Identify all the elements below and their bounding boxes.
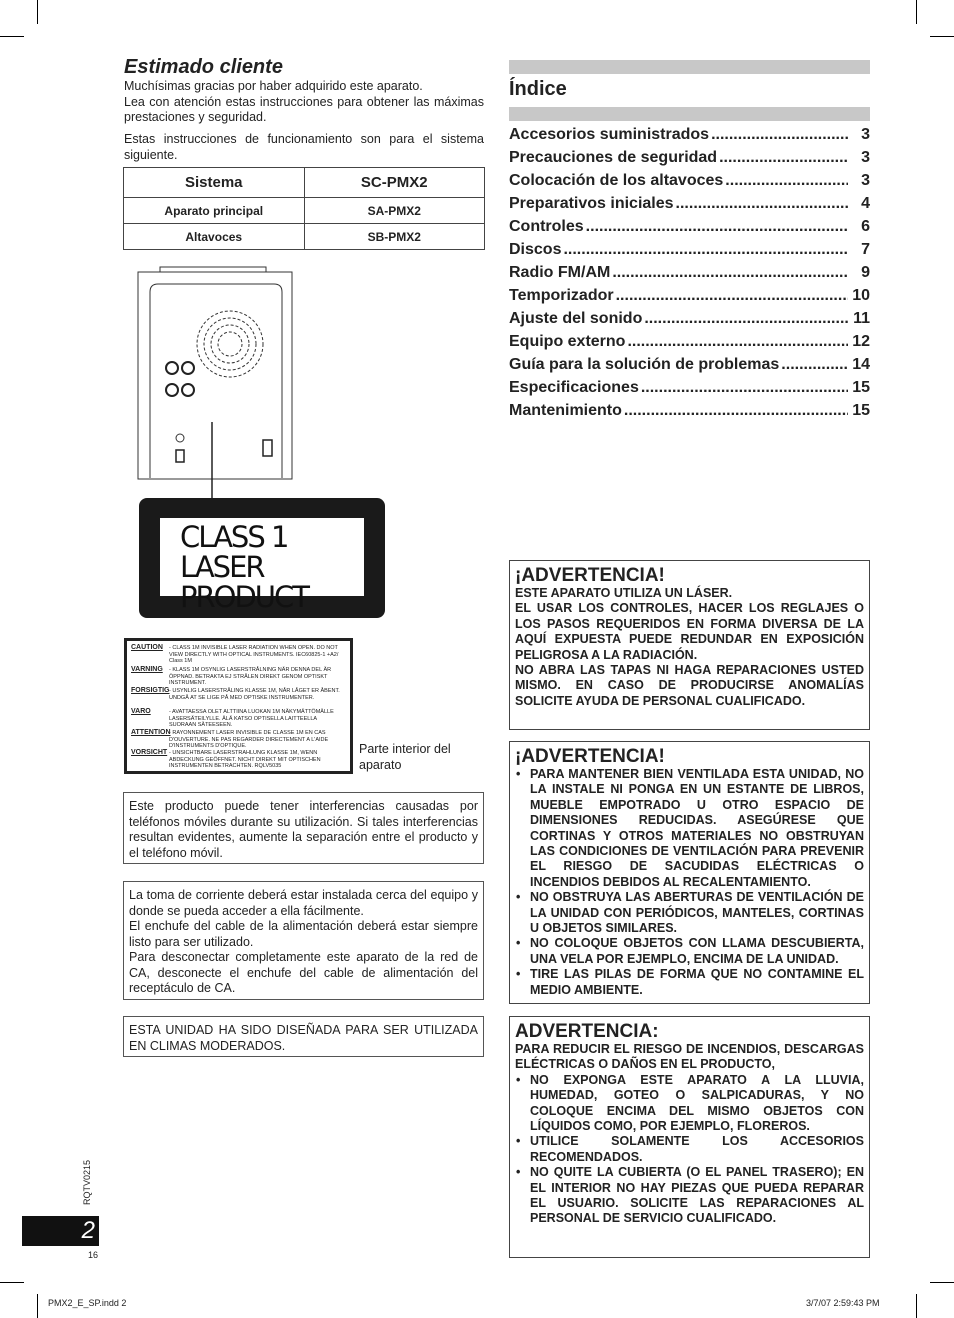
- toc-item-label: Mantenimiento: [509, 402, 622, 419]
- caution-line: [131, 667, 346, 687]
- warning-title: ADVERTENCIA:: [515, 1021, 659, 1042]
- toc-item-label: Temporizador: [509, 287, 614, 304]
- toc-item-page: 9: [861, 264, 870, 281]
- caution-text: - KLASS 1M OSYNLIG LASERSTRÅLNING NÄR DENNA DEL ÄR ÖPPNAD. BETRAKTA EJ STRÅLEN DIREKT GENOM OPTISKT INSTRUMENT.: [169, 667, 332, 686]
- toc-item-label: Equipo externo: [509, 333, 626, 350]
- warning-item: • NO COLOQUE OBJETOS CON LLAMA DESCUBIERTA, UNA VELA POR EJEMPLO, ENCIMA DE LA UNIDAD.: [515, 936, 864, 967]
- warning-item: • UTILICE SOLAMENTE LOS ACCESORIOS RECOMENDADOS.: [515, 1134, 864, 1165]
- footer-filename: PMX2_E_SP.indd 2: [48, 1298, 127, 1308]
- warning-text: ESTE APARATO UTILIZA UN LÁSER.: [515, 586, 733, 600]
- index-bar-top: [509, 60, 870, 74]
- toc-item: [509, 376, 870, 399]
- crop-mark: [916, 1294, 917, 1318]
- toc-leader-dots: [711, 123, 848, 146]
- laser-warning-box: [509, 560, 870, 730]
- laser-label-line2: LASER PRODUCT: [180, 550, 308, 614]
- toc-item-label: Radio FM/AM: [509, 264, 611, 281]
- crop-mark: [930, 1282, 954, 1283]
- warning-title: ¡ADVERTENCIA!: [515, 746, 665, 767]
- toc-item: [509, 123, 870, 146]
- crop-mark: [37, 1294, 38, 1318]
- toc-item-page: 11: [853, 310, 870, 327]
- toc-item-label: Precauciones de seguridad: [509, 149, 718, 166]
- laser-label-line1: CLASS 1: [180, 520, 288, 554]
- toc-item-page: 12: [852, 333, 870, 350]
- crop-mark: [916, 0, 917, 24]
- toc-item: [509, 330, 870, 353]
- toc-item: [509, 146, 870, 169]
- warning-text: NO ABRA LAS TAPAS NI HAGA REPARACIONES USTED MISMO. EN CASO DE PRODUCIRSE ANOMALÍAS SOLICITE AYUDA DE PERSONAL CUALIFICADO.: [515, 663, 864, 708]
- intro-system-paragraph: Estas instrucciones de funcionamiento son para el sistema siguiente.: [124, 132, 484, 162]
- toc-leader-dots: [624, 399, 848, 422]
- caution-text: - RAYONNEMENT LASER INVISIBLE DE CLASSE 1M EN CAS D'OUVERTURE. NE PAS REGARDER DIRECTEMENT A L'AIDE D'INSTRUMENTS D'OPTIQUE.: [169, 730, 329, 749]
- caution-caption: Parte interior del aparato: [359, 742, 451, 772]
- climate-box: ESTA UNIDAD HA SIDO DISEÑADA PARA SER UTILIZADA EN CLIMAS MODERADOS.: [123, 1016, 484, 1057]
- toc-item: [509, 261, 870, 284]
- toc-leader-dots: [586, 215, 848, 238]
- toc-item-page: 14: [852, 356, 870, 373]
- table-of-contents: [509, 123, 870, 422]
- toc-item-label: Guía para la solución de problemas: [509, 356, 780, 373]
- table-header-cell: SC-PMX2: [304, 168, 485, 198]
- intro-paragraph: Muchísimas gracias por haber adquirido este aparato. Lea con atención estas instrucciones para obtener las máximas prestaciones y seguridad.: [124, 79, 484, 124]
- toc-leader-dots: [725, 169, 848, 192]
- toc-item-page: 4: [861, 195, 870, 212]
- table-cell: Altavoces: [124, 224, 305, 250]
- class1-laser-label: [139, 498, 385, 618]
- toc-item: [509, 399, 870, 422]
- toc-item-page: 3: [861, 149, 870, 166]
- toc-item-label: Especificaciones: [509, 379, 639, 396]
- toc-leader-dots: [719, 146, 848, 169]
- page-number-tab: 2: [22, 1216, 99, 1246]
- toc-item-page: 6: [861, 218, 870, 235]
- toc-item-label: Controles: [509, 218, 584, 235]
- toc-item: [509, 284, 870, 307]
- caution-tag: FORSIGTIG: [131, 687, 170, 694]
- toc-item-page: 7: [861, 241, 870, 258]
- toc-item-page: 15: [852, 379, 870, 396]
- caution-text: - CLASS 1M INVISIBLE LASER RADIATION WHEN OPEN. DO NOT VIEW DIRECTLY WITH OPTICAL INSTRUMENTS. IEC60825-1 +A2/ Class 1M: [169, 645, 339, 664]
- caution-text: - AVATTAESSA OLET ALTTIINA LUOKAN 1M NÄKYMÄTTÖMÄLLE LASERSÄTEILYLLE. ÄLÄ KATSO OPTISELLA LAITTEELLA SUORAAN SÄTEESEEN.: [169, 709, 334, 728]
- device-rear-illustration: [136, 264, 296, 504]
- mobile-interference-box: Este producto puede tener interferencias causadas por teléfonos móviles durante su utilización. Si tales interferencias resultan evidentes, aumente la separación entre el producto y el teléfono móvil.: [123, 792, 484, 864]
- toc-leader-dots: [641, 376, 848, 399]
- system-table: [123, 167, 485, 250]
- toc-leader-dots: [644, 307, 848, 330]
- toc-item: [509, 238, 870, 261]
- table-cell: Aparato principal: [124, 198, 305, 224]
- fire-shock-warning-box: [509, 1016, 870, 1258]
- toc-leader-dots: [627, 330, 848, 353]
- warning-item: • NO EXPONGA ESTE APARATO A LA LLUVIA, HUMEDAD, GOTEO O SALPICADURAS, Y NO COLOQUE ENCIMA DEL MISMO OBJETOS CON LÍQUIDOS COMO, POR EJEMPLO, FLOREROS.: [515, 1073, 864, 1135]
- toc-item-page: 10: [852, 287, 870, 304]
- caution-text: - USYNLIG LASERSTRÅLING KLASSE 1M, NÅR LÅGET ER ÅBENT. UNDGÅ AT SE LIGE PÅ MED OPTISKE INSTRUMENTER.: [169, 688, 340, 701]
- table-header-cell: Sistema: [124, 168, 305, 198]
- warning-item: • NO OBSTRUYA LAS ABERTURAS DE VENTILACIÓN DE LA UNIDAD CON PERIÓDICOS, MANTELES, CORTINAS U OBJETOS SIMILARES.: [515, 890, 864, 936]
- toc-item-label: Colocación de los altavoces: [509, 172, 724, 189]
- warning-text: EL USAR LOS CONTROLES, HACER LOS REGLAJES O LOS PASOS REQUERIDOS EN FORMA DIVERSA DE LA AQUÍ EXPUESTA PUEDE REDUNDAR EN EXPOSICIÓN PELIGROSA A LA RADIACIÓN.: [515, 601, 864, 662]
- caution-tag: VARO: [131, 708, 151, 715]
- power-outlet-box: La toma de corriente deberá estar instalada cerca del equipo y donde se pueda acceder a ella fácilmente. El enchufe del cable de la alimentación deberá estar siempre listo para ser utilizado. Para desconectar completamente este aparato de la red de CA, desconecte el enchufe del cable de alimentación del receptáculo de CA.: [123, 881, 484, 1000]
- warning-item: • NO QUITE LA CUBIERTA (O EL PANEL TRASERO); EN EL INTERIOR NO HAY PIEZAS QUE PUEDA REPARAR EL USUARIO. SOLICITE LAS REPARACIONES AL PERSONAL DE SERVICIO CUALIFICADO.: [515, 1165, 864, 1227]
- crop-mark: [0, 1282, 24, 1283]
- toc-item: [509, 215, 870, 238]
- index-title: Índice: [509, 78, 567, 100]
- caution-label: [124, 638, 353, 774]
- footer-timestamp: 3/7/07 2:59:43 PM: [806, 1298, 880, 1308]
- table-cell: SB-PMX2: [304, 224, 485, 250]
- toc-item-page: 3: [861, 126, 870, 143]
- toc-leader-dots: [612, 261, 848, 284]
- toc-leader-dots: [616, 284, 848, 307]
- caution-tag: CAUTION: [131, 644, 163, 651]
- page-number-small: 16: [88, 1250, 99, 1260]
- toc-item-label: Discos: [509, 241, 562, 258]
- caution-tag: ATTENTION: [131, 729, 171, 736]
- warning-title: ¡ADVERTENCIA!: [515, 565, 665, 586]
- caution-tag: VORSICHT: [131, 749, 168, 756]
- caution-tag: VARNING: [131, 666, 163, 673]
- warning-item: • PARA MANTENER BIEN VENTILADA ESTA UNIDAD, NO LA INSTALE NI PONGA EN UN ESTANTE DE LIBROS, MUEBLE EMPOTRADO U OTRO ESPACIO DE DIMENSIONES REDUCIDAS. ASEGÚRESE QUE CORTINAS Y OTROS MATERIALES NO OBSTRUYAN LAS CONDICIONES DE VENTILACIÓN PARA PREVENIR EL RIESGO DE SACUDIDAS ELÉCTRICAS O INCENDIOS DEBIDOS AL RECALENTAMIENTO.: [515, 767, 864, 890]
- toc-leader-dots: [563, 238, 848, 261]
- crop-mark: [0, 36, 24, 37]
- ventilation-warning-box: [509, 741, 870, 1004]
- caution-line: [131, 645, 346, 665]
- index-bar-bottom: [509, 107, 870, 121]
- toc-item: [509, 169, 870, 192]
- caution-line: [131, 688, 346, 701]
- crop-mark: [37, 0, 38, 24]
- toc-item: [509, 192, 870, 215]
- toc-item-label: Accesorios suministrados: [509, 126, 710, 143]
- toc-item: [509, 307, 870, 330]
- document-code: RQTV0215: [82, 1159, 92, 1205]
- caution-text: - UNSICHTBARE LASERSTRAHLUNG KLASSE 1M, WENN ABDECKUNG GEÖFFNET. NICHT DIREKT MIT OPTISCHEN INSTRUMENTEN BETRACHTEN. RQLV5035: [169, 750, 321, 769]
- warning-item: • TIRE LAS PILAS DE FORMA QUE NO CONTAMINE EL MEDIO AMBIENTE.: [515, 967, 864, 998]
- caution-line: [131, 709, 346, 729]
- toc-item-page: 3: [861, 172, 870, 189]
- toc-item-label: Ajuste del sonido: [509, 310, 643, 327]
- laser-label-panel: [160, 518, 364, 614]
- toc-leader-dots: [781, 353, 848, 376]
- crop-mark: [930, 36, 954, 37]
- table-cell: SA-PMX2: [304, 198, 485, 224]
- toc-item: [509, 353, 870, 376]
- toc-item-page: 15: [852, 402, 870, 419]
- intro-title: Estimado cliente: [124, 56, 283, 78]
- toc-leader-dots: [676, 192, 848, 215]
- caution-line: [131, 750, 346, 770]
- toc-item-label: Preparativos iniciales: [509, 195, 674, 212]
- warning-text: PARA REDUCIR EL RIESGO DE INCENDIOS, DESCARGAS ELÉCTRICAS O DAÑOS EN EL PRODUCTO,: [515, 1042, 864, 1072]
- caution-line: [131, 730, 346, 750]
